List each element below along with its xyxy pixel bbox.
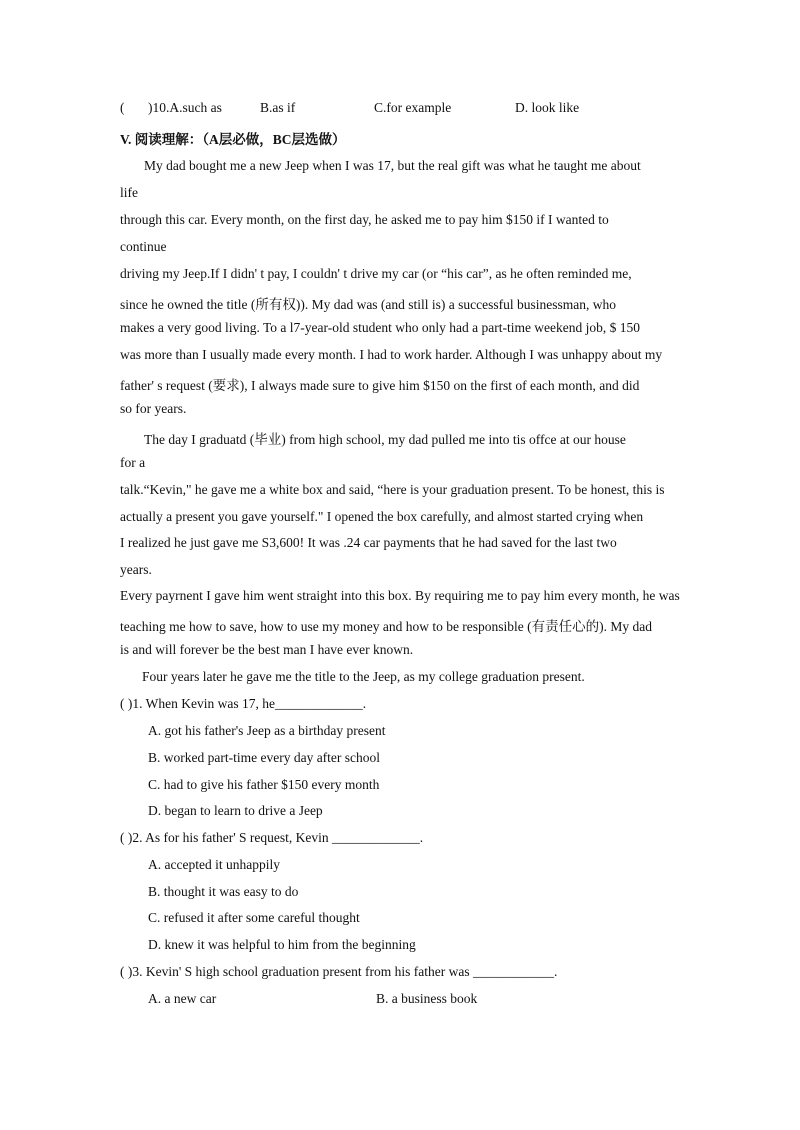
- question-1-option-a: A. got his father's Jeep as a birthday present: [148, 723, 386, 738]
- passage-line: for a: [120, 455, 146, 470]
- passage-line: is and will forever be the best man I have ever known.: [120, 642, 414, 657]
- passage-line: Four years later he gave me the title to the Jeep, as my college graduation present.: [142, 669, 585, 684]
- question-2-option-d: D. knew it was helpful to him from the beginning: [148, 937, 416, 952]
- question-3-option-b: B. a business book: [376, 991, 478, 1006]
- passage-line: life: [120, 185, 138, 200]
- question-2-stem: ( )2. As for his father' S request, Kevin _____________.: [120, 830, 424, 845]
- q10-paren: (: [120, 100, 125, 115]
- passage-line: through this car. Every month, on the first day, he asked me to pay him $150 if I wanted to: [120, 212, 609, 227]
- passage-line: talk.“Kevin," he gave me a white box and said, “here is your graduation present. To be honest, this is: [120, 482, 665, 497]
- section-title: V. 阅读理解：（A层必做，BC层选做）: [120, 132, 346, 147]
- question-1-stem: ( )1. When Kevin was 17, he_____________.: [120, 696, 367, 711]
- question-2-option-b: B. thought it was easy to do: [148, 884, 299, 899]
- passage-line: The day I graduatd (毕业) from high school, my dad pulled me into tis offce at our house: [144, 432, 626, 447]
- passage-line: father' s request (要求), I always made sure to give him $150 on the first of each month, and did: [120, 378, 640, 393]
- passage-line: years.: [120, 562, 152, 577]
- question-2-option-a: A. accepted it unhappily: [148, 857, 280, 872]
- passage-line: driving my Jeep.If I didn' t pay, I couldn' t drive my car (or “his car”, as he often reminded me,: [120, 266, 632, 281]
- q10-option-a: )10.A.such as: [148, 100, 222, 115]
- passage-line: Every payrnent I gave him went straight into this box. By requiring me to pay him every month, he was: [120, 588, 680, 603]
- question-3-stem: ( )3. Kevin' S high school graduation present from his father was ____________.: [120, 964, 558, 979]
- question-1-option-c: C. had to give his father $150 every month: [148, 777, 380, 792]
- passage-line: I realized he just gave me S3,600! It was .24 car payments that he had saved for the last two: [120, 535, 617, 550]
- q10-option-d: D. look like: [515, 100, 580, 115]
- passage-line: so for years.: [120, 401, 187, 416]
- question-3-option-a: A. a new car: [148, 991, 217, 1006]
- passage-line: teaching me how to save, how to use my money and how to be responsible (有责任心的). My dad: [120, 619, 653, 634]
- passage-line: since he owned the title (所有权)). My dad was (and still is) a successful businessman, who: [120, 297, 617, 312]
- q10-option-c: C.for example: [374, 100, 452, 115]
- question-1-option-d: D. began to learn to drive a Jeep: [148, 803, 323, 818]
- question-2-option-c: C. refused it after some careful thought: [148, 910, 360, 925]
- question-1-option-b: B. worked part-time every day after school: [148, 750, 381, 765]
- passage-line: actually a present you gave yourself." I opened the box carefully, and almost started crying when: [120, 509, 644, 524]
- passage-line: continue: [120, 239, 167, 254]
- passage-line: makes a very good living. To a l7-year-old student who only had a part-time weekend job, $ 150: [120, 320, 641, 335]
- passage-line: My dad bought me a new Jeep when I was 17, but the real gift was what he taught me about: [144, 158, 641, 173]
- passage-line: was more than I usually made every month. I had to work harder. Although I was unhappy about my: [120, 347, 663, 362]
- q10-option-b: B.as if: [260, 100, 296, 115]
